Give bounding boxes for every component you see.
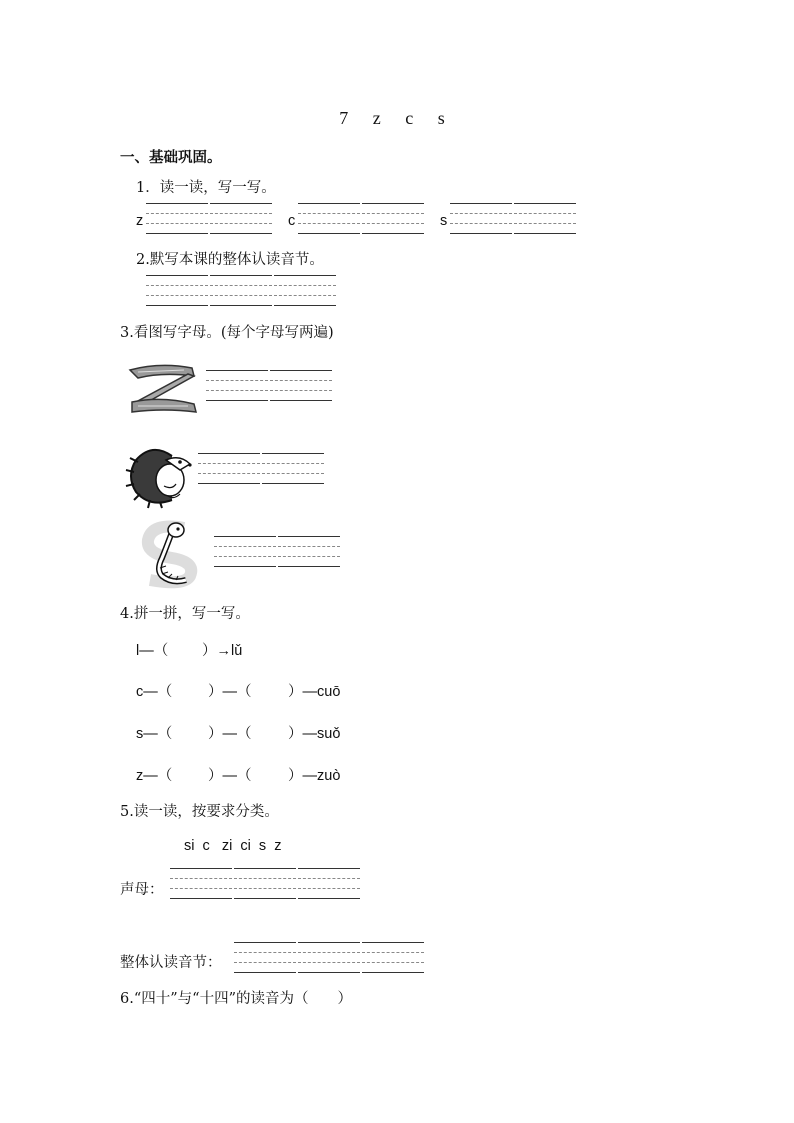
c-hedgehog-picture bbox=[124, 440, 194, 510]
question-5-label: 5.读一读，按要求分类。 bbox=[120, 804, 279, 820]
pinyin-row-z-mid: ）—（ bbox=[208, 768, 252, 784]
pinyin-row-z-end: ）—zuò bbox=[288, 768, 341, 784]
letter-z: z bbox=[136, 213, 144, 229]
shengmu-label: 声母： bbox=[120, 882, 164, 898]
writing-grid-z[interactable] bbox=[146, 203, 272, 233]
writing-grid-c[interactable] bbox=[298, 203, 424, 233]
writing-grid-z-picture[interactable] bbox=[206, 370, 332, 400]
pinyin-row-l-end: ）→lǔ bbox=[202, 643, 243, 659]
pinyin-row-s-mid: ）—（ bbox=[208, 726, 252, 742]
question-1-label: 1．读一读，写一写。 bbox=[136, 180, 276, 196]
letter-s: s bbox=[440, 213, 448, 229]
page-title: 7 z c s bbox=[339, 108, 455, 128]
zhengti-label: 整体认读音节： bbox=[120, 955, 222, 971]
pinyin-row-l-start: l—（ bbox=[136, 643, 169, 659]
writing-grid-zhengti[interactable] bbox=[234, 942, 424, 972]
pinyin-row-c-mid: ）—（ bbox=[208, 684, 252, 700]
pinyin-row-c-end: ）—cuō bbox=[288, 684, 341, 700]
s-worm-picture bbox=[132, 518, 214, 590]
writing-grid-s[interactable] bbox=[450, 203, 576, 233]
z-picture bbox=[124, 360, 200, 418]
writing-grid-s-picture[interactable] bbox=[214, 536, 340, 566]
question-6-label: 6.“四十”与“十四”的读音为（ ） bbox=[120, 991, 352, 1007]
section-heading: 一、基础巩固。 bbox=[120, 149, 222, 166]
pinyin-row-s-start: s—（ bbox=[136, 726, 173, 742]
letter-c: c bbox=[288, 213, 296, 229]
pinyin-row-s-end: ）—suǒ bbox=[288, 726, 341, 742]
question-4-label: 4.拼一拼，写一写。 bbox=[120, 606, 250, 622]
syllable-list: si c zi ci s z bbox=[184, 838, 282, 854]
pinyin-row-z-start: z—（ bbox=[136, 768, 173, 784]
writing-grid-c-picture[interactable] bbox=[198, 453, 324, 483]
writing-grid-shengmu[interactable] bbox=[170, 868, 360, 898]
pinyin-row-c-start: c—（ bbox=[136, 684, 173, 700]
writing-grid-q2[interactable] bbox=[146, 275, 336, 305]
question-2-label: 2.默写本课的整体认读音节。 bbox=[136, 252, 324, 268]
question-3-label: 3.看图写字母。(每个字母写两遍) bbox=[120, 325, 334, 341]
